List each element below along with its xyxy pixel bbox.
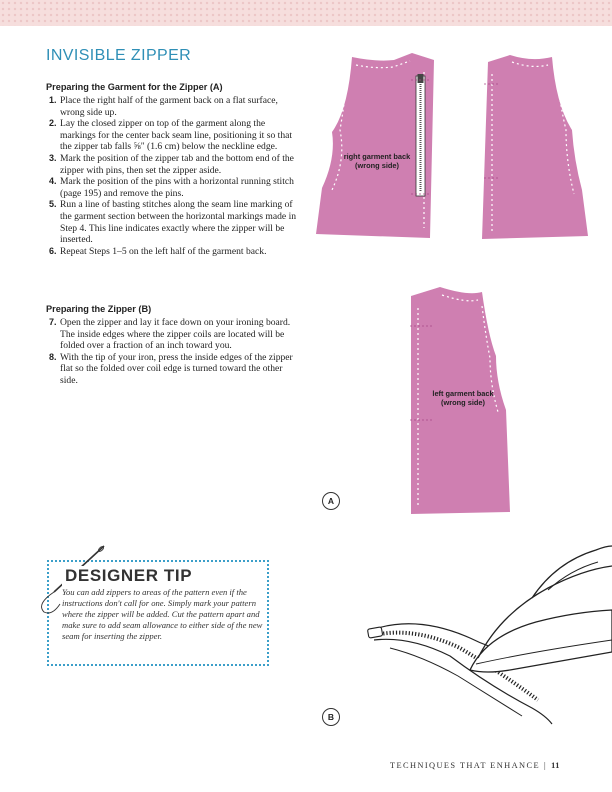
zipper-pull-tab xyxy=(418,74,424,83)
step-item: 5. Run a line of basting stitches along the seam line marking of the garment section between the horizontal markings made in Step 4. This line indicates exactly where the zipper will be inserted. xyxy=(49,199,297,246)
right-garment-back-label: right garment back (wrong side) xyxy=(343,152,411,170)
iron-soleplate xyxy=(470,610,612,672)
zipper-pull-tab xyxy=(367,627,382,638)
designer-tip-body: You can add zippers to areas of the pattern even if the instructions don't call for one. Simply mark your pattern where the zipper will be added. Cut the pattern apart and make sure to add seam allowance to either side of the new seam for inserting the zipper. xyxy=(62,587,263,641)
step-item: 3. Mark the position of the zipper tab and the bottom end of the zipper with pins, then set the zipper aside. xyxy=(49,152,294,176)
figure-marker-b: B xyxy=(322,708,340,726)
step-item: 6. Repeat Steps 1–5 on the left half of the garment back. xyxy=(49,245,267,257)
step-item: 2. Lay the closed zipper on top of the garment along the markings for the center back seam line, positioning it so that the zipper tab falls ⅝" (1.6 cm) below the neckline edge. xyxy=(49,118,293,153)
part-a-heading: Preparing the Garment for the Zipper (A) xyxy=(46,82,223,92)
illustration-b xyxy=(360,540,612,730)
page-footer xyxy=(390,761,560,770)
step-item: 4. Mark the position of the pins with a horizontal running stitch (page 195) and remove the pins. xyxy=(49,176,294,199)
designer-tip-title: DESIGNER TIP xyxy=(62,566,195,586)
footer-separator: | xyxy=(544,761,548,770)
section-title: INVISIBLE ZIPPER xyxy=(46,47,192,64)
right-garment-back-marked-piece xyxy=(482,55,588,239)
step-item: 8. With the tip of your iron, press the inside edges of the zipper flat so the folded over coil edge is turned toward the other side. xyxy=(49,351,293,386)
step-item: 1. Place the right half of the garment back on a flat surface, wrong side up. xyxy=(49,95,278,118)
figure-marker-a: A xyxy=(322,492,340,510)
step-item: 7. Open the zipper and lay it face down on your ironing board. The inside edges where the zipper coils are located will be folded over a fraction of an inch toward you. xyxy=(49,317,291,352)
page-number: 11 xyxy=(551,761,560,770)
footer-section-title: TECHNIQUES THAT ENHANCE xyxy=(389,761,540,770)
left-garment-back-label: left garment back (wrong side) xyxy=(432,389,494,407)
part-b-heading: Preparing the Zipper (B) xyxy=(46,304,152,314)
